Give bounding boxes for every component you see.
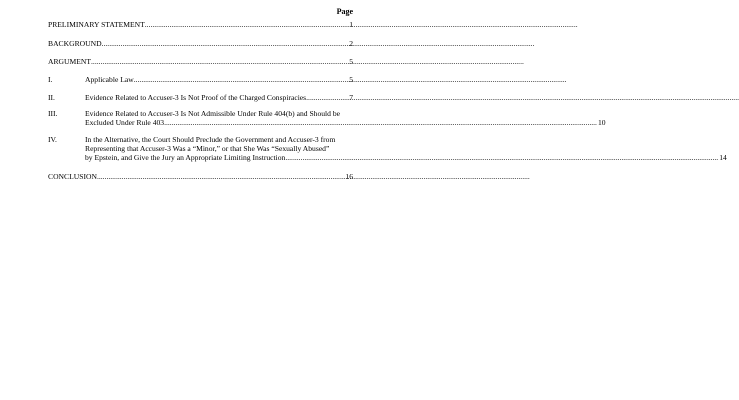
dot-leader <box>102 39 349 48</box>
toc-entry-number: III. <box>48 109 58 118</box>
dot-leader <box>145 20 348 29</box>
toc-entry-title-line: Evidence Related to Accuser-3 Is Not Admissible Under Rule 404(b) and Should be <box>85 109 341 118</box>
toc-entry-conclusion[interactable] <box>48 172 353 181</box>
toc-entry-page: 5 <box>349 75 353 84</box>
toc-entry-title: ARGUMENT <box>48 57 92 66</box>
dot-leader <box>285 153 718 162</box>
toc-entry-title: CONCLUSION <box>48 172 97 181</box>
toc-entry-not-admissible-rule-404b[interactable] <box>48 109 606 127</box>
toc-entry-title: Applicable Law <box>85 75 134 84</box>
toc-entry-title-line: by Epstein, and Give the Jury an Appropriate Limiting Instruction <box>85 153 286 162</box>
toc-entry-page: 2 <box>349 39 353 48</box>
toc-entry-background[interactable] <box>48 39 353 48</box>
dot-leader <box>91 57 348 66</box>
toc-entry-title-line: Representing that Accuser-3 Was a “Minor,” or that She Was “Sexually Abused” <box>85 144 330 153</box>
dot-leader <box>134 75 348 84</box>
toc-entry-number: I. <box>48 75 53 84</box>
toc-entry-number: IV. <box>48 135 57 144</box>
toc-entry-not-proof-of-conspiracies[interactable] <box>48 93 353 102</box>
toc-entry-page: 10 <box>597 118 606 127</box>
dot-leader <box>164 118 597 127</box>
toc-entry-page: 5 <box>349 57 353 66</box>
toc-entry-title: BACKGROUND <box>48 39 102 48</box>
toc-entry-page: 1 <box>349 20 353 29</box>
toc-entry-title-line: Excluded Under Rule 403 <box>85 118 165 127</box>
toc-entry-number: II. <box>48 93 55 102</box>
toc-entry-title: PRELIMINARY STATEMENT <box>48 20 145 29</box>
toc-entry-title: Evidence Related to Accuser-3 Is Not Proof of the Charged Conspiracies <box>85 93 307 102</box>
toc-entry-page: 14 <box>719 153 727 162</box>
dot-leader <box>306 93 348 102</box>
toc-entry-page: 16 <box>345 172 353 181</box>
dot-leader <box>97 172 344 181</box>
toc-entry-argument[interactable] <box>48 57 353 66</box>
toc-entry-preclude-minor-representation[interactable] <box>48 135 727 162</box>
page-column-header: Page <box>336 7 353 16</box>
toc-entry-title-line: In the Alternative, the Court Should Preclude the Government and Accuser-3 from <box>85 135 336 144</box>
toc-entry-page: 7 <box>349 93 353 102</box>
toc-entry-applicable-law[interactable] <box>48 75 353 84</box>
toc-entry-preliminary-statement[interactable] <box>48 20 353 29</box>
